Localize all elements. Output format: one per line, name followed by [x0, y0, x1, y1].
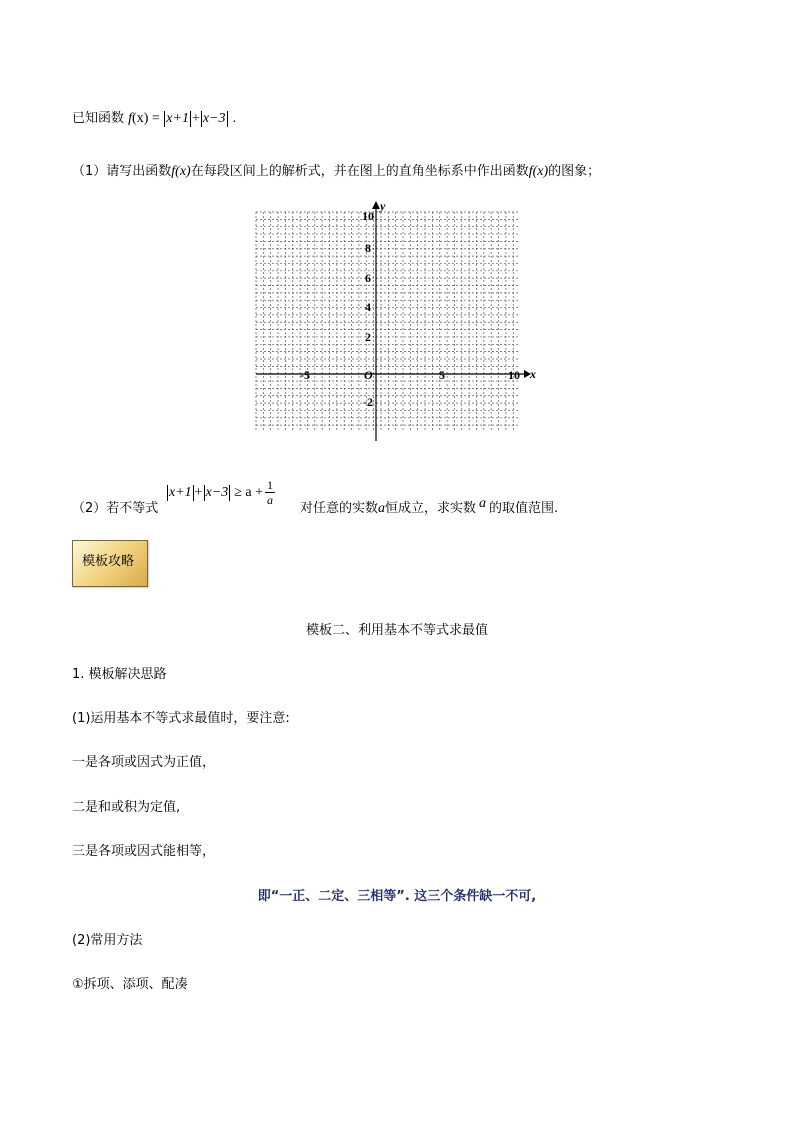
y-tick-label: 6 [365, 271, 371, 285]
q2-abs2: x−3 [205, 485, 229, 500]
q2-mid2: 恒成立，求实数 [385, 501, 477, 516]
intro-abs2: x−3 [202, 111, 226, 126]
coordinate-grid [250, 198, 550, 443]
abs-bar-icon [229, 485, 230, 501]
intro-prefix: 已知函数 [72, 111, 125, 126]
line-positive: 一是各项或因式为正值， [72, 755, 216, 770]
q2-frac-num: 1 [267, 478, 274, 492]
abs-bar-icon [227, 111, 228, 127]
y-axis-arrow-icon [372, 201, 380, 209]
q1-label: （1）请写出函数 [72, 164, 172, 179]
abs-bar-icon [204, 485, 205, 501]
intro-fx: f [128, 111, 133, 126]
intro-period: . [232, 111, 237, 126]
x-tick-label: 5 [439, 368, 445, 382]
y-tick-label: 4 [365, 300, 371, 314]
y-tick-label: 2 [365, 330, 371, 344]
y-axis-label: y [380, 199, 386, 213]
q2-tail-line [300, 497, 558, 517]
intro-abs1: x+1 [166, 111, 189, 126]
intro-line [72, 107, 236, 127]
x-axis-label: x [530, 367, 536, 381]
q2-tail: 的取值范围. [489, 501, 559, 516]
line-method-1: ①拆项、添项、配凑 [72, 977, 188, 992]
q2-plus: + [194, 485, 203, 500]
q2-abs1: x+1 [169, 485, 192, 500]
q2-frac-den: a [267, 493, 274, 507]
abs-bar-icon [190, 111, 191, 127]
line-equal: 三是各项或因式能相等， [72, 844, 216, 859]
y-tick-label: 8 [365, 241, 371, 255]
line-notes: (1)运用基本不等式求最值时，要注意: [72, 711, 290, 726]
abs-bar-icon [167, 485, 168, 501]
q1-fx-2: f(x) [528, 164, 549, 179]
intro-plus: + [191, 111, 200, 126]
y-tick-label: -2 [363, 395, 373, 409]
q2-ineq: ≥ a + [234, 485, 264, 500]
q2-var-a: a [378, 501, 386, 516]
x-tick-label: -5 [300, 368, 310, 382]
q1-fx: f(x) [171, 164, 191, 179]
q2-label: （2）若不等式 [72, 501, 159, 516]
line-approach: 1. 模板解决思路 [72, 667, 167, 682]
template-strategy-box [72, 540, 148, 587]
grid-lines [256, 212, 520, 430]
q2-inequality [166, 478, 277, 507]
line-methods: (2)常用方法 [72, 933, 143, 948]
q1-mid1: 在每段区间上的解析式，并在图上的直角坐标系中作出函数 [190, 164, 529, 179]
question-1 [72, 160, 600, 180]
q2-fraction [265, 478, 275, 507]
emphasis-line: 即“一正、二定、三相等”. 这三个条件缺一不可, [257, 889, 537, 904]
template-box-label: 模板攻略 [82, 554, 135, 569]
q1-mid2: 的图象； [548, 164, 601, 179]
q2-mid1: 对任意的实数 [300, 501, 379, 516]
abs-bar-icon [193, 485, 194, 501]
line-constant: 二是和或积为定值, [72, 800, 181, 815]
section-title: 模板二、利用基本不等式求最值 [305, 623, 488, 638]
y-tick-label: 10 [362, 209, 374, 223]
x-tick-label: 10 [508, 368, 520, 382]
origin-label: O [364, 368, 373, 382]
abs-bar-icon [201, 111, 202, 127]
q2-var-a2: a [479, 496, 487, 511]
intro-paren: (x) = [132, 111, 164, 126]
